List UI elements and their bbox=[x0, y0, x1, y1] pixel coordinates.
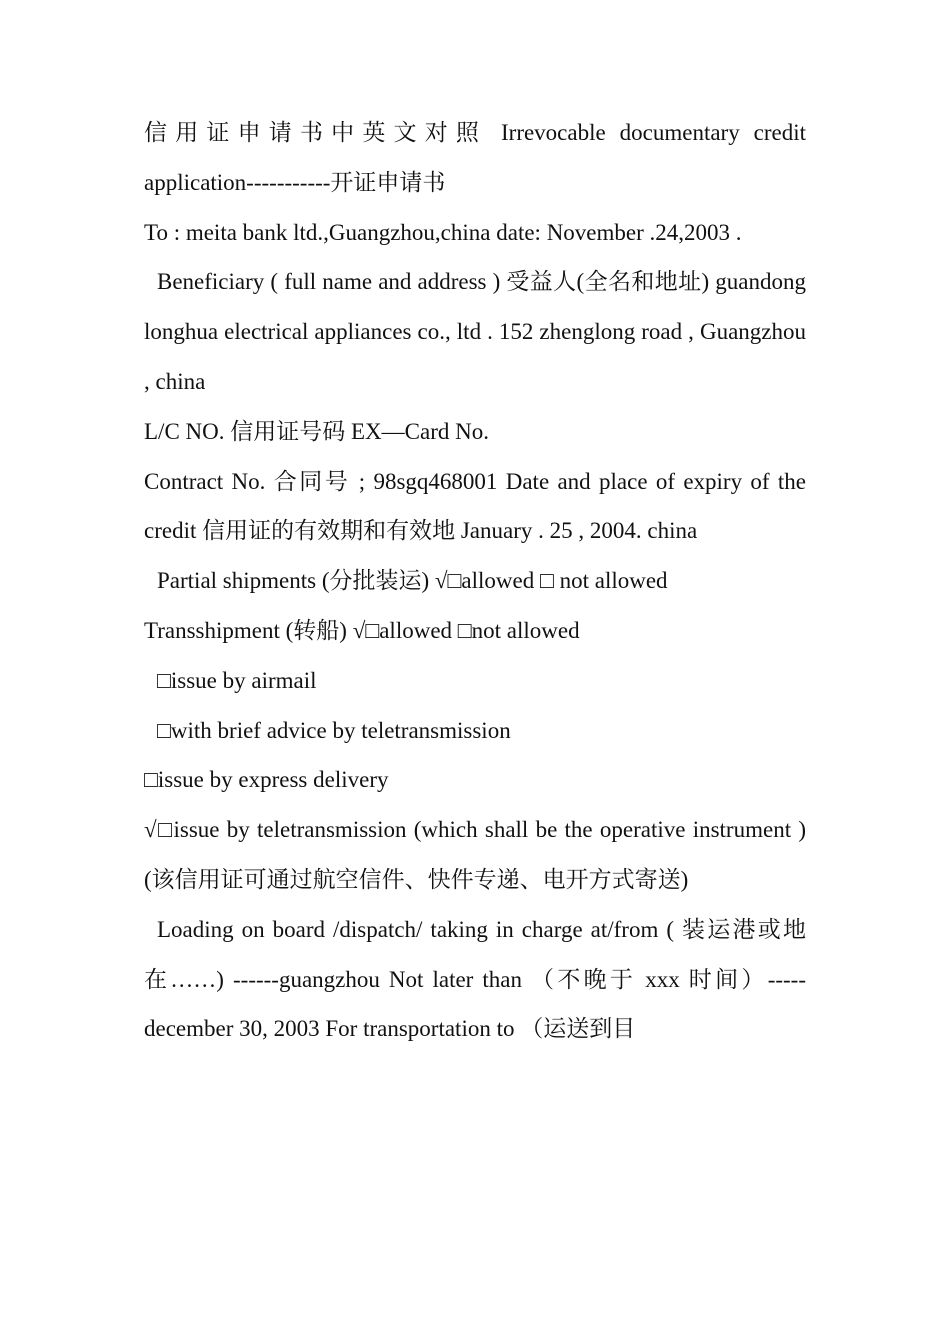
document-body bbox=[144, 108, 806, 1054]
partial-shipments-paragraph: Partial shipments (分批装运) √□allowed □ not allowed bbox=[157, 568, 668, 594]
addressee-date-paragraph: To : meita bank ltd.,Guangzhou,china date: November .24,2003 . bbox=[144, 219, 742, 245]
issue-airmail-paragraph: □issue by airmail bbox=[157, 667, 317, 693]
transshipment-paragraph: Transshipment (转船) √□allowed □not allowed bbox=[144, 617, 580, 643]
beneficiary-paragraph: Beneficiary ( full name and address ) 受益人(全名和地址) guandong longhua electrical appliances co., ltd . 152 zhenglong road , Guangzhou , china bbox=[144, 269, 806, 394]
express-delivery-paragraph: □issue by express delivery bbox=[144, 767, 389, 793]
lc-number-paragraph: L/C NO. 信用证号码 EX—Card No. bbox=[144, 418, 489, 444]
teletransmission-paragraph: √□issue by teletransmission (which shall be the operative instrument ) (该信用证可通过航空信件、快件专递、电开方式寄送) bbox=[144, 817, 806, 892]
contract-expiry-paragraph: Contract No. 合同号 ; 98sgq468001 Date and place of expiry of the credit 信用证的有效期和有效地 January . 25 , 2004. china bbox=[144, 468, 806, 544]
loading-paragraph: Loading on board /dispatch/ taking in charge at/from ( 装运港或地在……) ------guangzhou Not later than （不晚于 xxx 时间）----- december 30, 2003 For transportation to （运送到目 bbox=[144, 916, 806, 1042]
title-paragraph: 信用证申请书中英文对照 Irrevocable documentary credit application-----------开证申请书 bbox=[144, 120, 806, 195]
brief-advice-paragraph: □with brief advice by teletransmission bbox=[157, 717, 511, 743]
